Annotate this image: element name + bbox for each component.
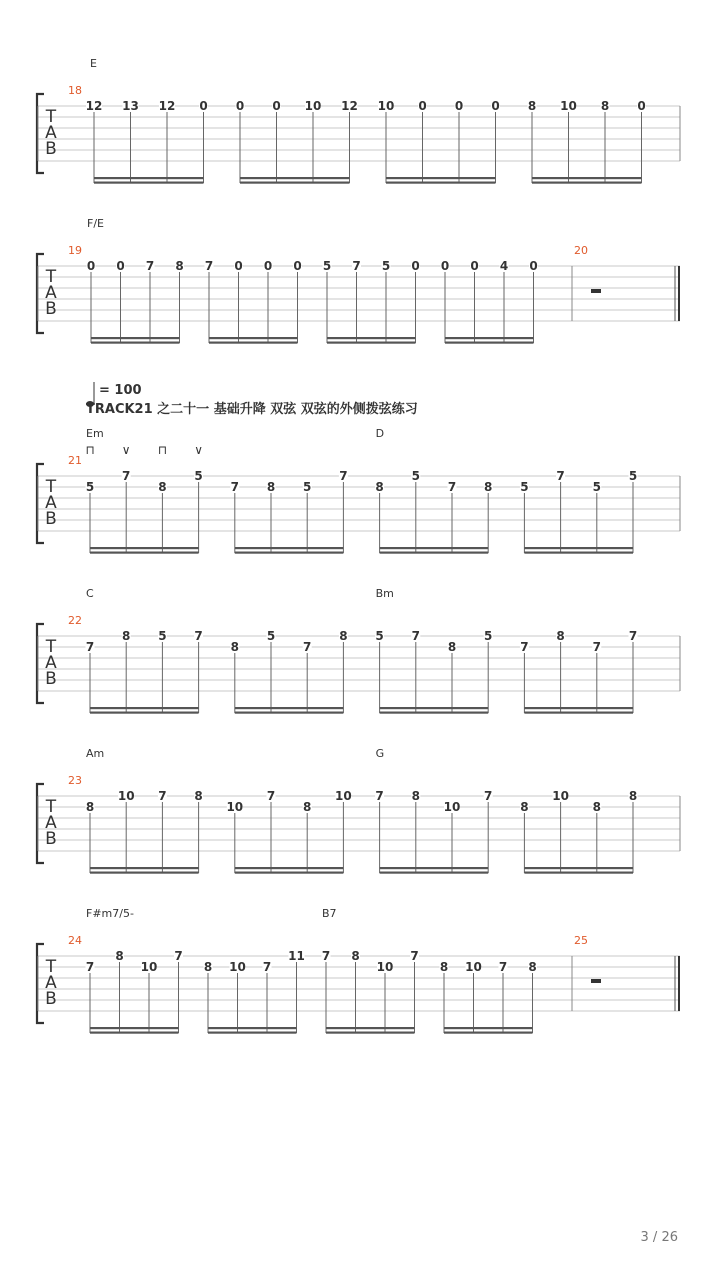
fret-number: 7: [410, 949, 419, 963]
beam: [380, 867, 489, 869]
fret-number: 8: [447, 640, 457, 654]
chord-name: D: [375, 427, 385, 440]
measure-number: 18: [68, 84, 82, 97]
fret-number: 8: [339, 629, 348, 643]
upstroke-mark: ∨: [121, 443, 131, 457]
fret-number: 5: [85, 480, 95, 494]
fret-number: 10: [376, 960, 394, 974]
fret-number: 7: [375, 789, 384, 803]
beam: [90, 1032, 179, 1034]
fret-number: 5: [266, 629, 276, 643]
beam: [380, 547, 489, 549]
tab-clef-letter: T: [45, 107, 57, 127]
fret-number: 11: [288, 949, 305, 963]
beam: [94, 182, 204, 184]
fret-number: 8: [158, 480, 167, 494]
beam: [532, 182, 642, 184]
fret-number: 7: [303, 640, 312, 654]
fret-number: 0: [491, 99, 500, 113]
measure-number: 20: [574, 244, 588, 257]
tab-clef-letter: T: [45, 637, 57, 657]
beam: [90, 547, 199, 549]
fret-number: 0: [529, 259, 538, 273]
fret-number: 5: [484, 629, 493, 643]
fret-number: 0: [235, 99, 245, 113]
chord-name: G: [375, 747, 385, 760]
beam: [326, 1027, 415, 1029]
beam: [235, 867, 344, 869]
fret-number: 8: [520, 800, 529, 814]
fret-number: 8: [527, 99, 537, 113]
fret-number: 8: [351, 949, 360, 963]
chord-name: F#m7/5-: [86, 907, 134, 920]
fret-number: 8: [528, 960, 537, 974]
tab-clef-letter: T: [45, 267, 57, 287]
fret-number: 8: [230, 640, 239, 654]
beam: [90, 872, 199, 874]
fret-number: 0: [272, 99, 281, 113]
beam: [90, 712, 199, 714]
fret-number: 10: [140, 960, 158, 974]
fret-number: 0: [637, 99, 646, 113]
fret-number: 7: [204, 259, 214, 273]
beam: [524, 712, 633, 714]
fret-number: 7: [262, 960, 272, 974]
chord-name: F/E: [87, 217, 104, 230]
beam: [235, 707, 344, 709]
beam: [444, 1032, 533, 1034]
beam: [235, 547, 344, 549]
beam: [524, 547, 633, 549]
chord-name: C: [86, 587, 94, 600]
fret-number: 5: [592, 480, 601, 494]
fret-number: 7: [352, 259, 361, 273]
fret-number: 5: [375, 629, 384, 643]
fret-number: 7: [194, 629, 203, 643]
beam: [209, 337, 298, 339]
fret-number: 7: [122, 469, 131, 483]
fret-number: 7: [556, 469, 565, 483]
beam: [445, 337, 534, 339]
chord-name: E: [90, 57, 97, 70]
fret-number: 7: [520, 640, 529, 654]
beam: [380, 872, 489, 874]
fret-number: 7: [85, 960, 95, 974]
measure-number: 22: [68, 614, 82, 627]
beam: [90, 867, 199, 869]
fret-number: 5: [411, 469, 420, 483]
fret-number: 0: [199, 99, 208, 113]
fret-number: 10: [335, 789, 352, 803]
measure-number: 21: [68, 454, 82, 467]
beam: [91, 337, 180, 339]
beam: [209, 342, 298, 344]
tab-clef-letter: A: [45, 283, 57, 303]
beam: [380, 707, 489, 709]
page-indicator: 3 / 26: [640, 1230, 678, 1245]
tab-clef-letter: B: [45, 989, 57, 1009]
fret-number: 7: [592, 640, 601, 654]
fret-number: 10: [226, 800, 244, 814]
fret-number: 0: [293, 259, 302, 273]
beam: [524, 707, 633, 709]
fret-number: 10: [229, 960, 246, 974]
beam: [235, 552, 344, 554]
fret-number: 7: [484, 789, 493, 803]
fret-number: 8: [592, 800, 601, 814]
chord-name: Bm: [375, 587, 394, 600]
fret-number: 5: [158, 629, 167, 643]
fret-number: 7: [321, 949, 331, 963]
fret-number: 12: [158, 99, 176, 113]
chord-name: Em: [86, 427, 104, 440]
beam: [90, 707, 199, 709]
fret-number: 8: [628, 789, 638, 803]
fret-number: 5: [628, 469, 638, 483]
measure-number: 24: [68, 934, 82, 947]
beam: [386, 182, 496, 184]
beam: [208, 1027, 297, 1029]
fret-number: 12: [341, 99, 358, 113]
beam: [524, 552, 633, 554]
beam: [235, 872, 344, 874]
beam: [524, 867, 633, 869]
fret-number: 8: [375, 480, 384, 494]
fret-number: 5: [303, 480, 312, 494]
fret-number: 7: [411, 629, 420, 643]
downstroke-mark: ⊓: [85, 443, 95, 457]
tab-clef-letter: A: [45, 653, 57, 673]
fret-number: 0: [411, 259, 420, 273]
tab-clef-letter: B: [45, 299, 57, 319]
fret-number: 0: [234, 259, 243, 273]
measure-number: 23: [68, 774, 82, 787]
measure-number: 19: [68, 244, 82, 257]
tab-clef-letter: B: [45, 669, 57, 689]
fret-number: 13: [122, 99, 139, 113]
beam: [444, 1027, 533, 1029]
fret-number: 8: [175, 259, 184, 273]
beam: [91, 342, 180, 344]
fret-number: 0: [116, 259, 125, 273]
fret-number: 8: [556, 629, 565, 643]
fret-number: 4: [499, 259, 509, 273]
beam: [524, 872, 633, 874]
fret-number: 8: [266, 480, 276, 494]
beam: [327, 337, 416, 339]
beam: [327, 342, 416, 344]
beam: [235, 712, 344, 714]
tempo-value: = 100: [99, 383, 142, 398]
fret-number: 7: [628, 629, 638, 643]
fret-number: 10: [304, 99, 322, 113]
fret-number: 0: [418, 99, 427, 113]
fret-number: 7: [174, 949, 183, 963]
beam: [240, 182, 350, 184]
fret-number: 7: [85, 640, 95, 654]
fret-number: 5: [381, 259, 391, 273]
fret-number: 7: [339, 469, 348, 483]
whole-rest: [591, 979, 601, 983]
tab-clef-letter: A: [45, 973, 57, 993]
fret-number: 5: [194, 469, 203, 483]
fret-number: 0: [86, 259, 96, 273]
fret-number: 0: [454, 99, 464, 113]
beam: [386, 177, 496, 179]
whole-rest: [591, 289, 601, 293]
tab-clef-letter: T: [45, 797, 57, 817]
fret-number: 8: [122, 629, 131, 643]
fret-number: 7: [498, 960, 508, 974]
fret-number: 10: [377, 99, 395, 113]
tab-clef-letter: T: [45, 957, 57, 977]
fret-number: 5: [322, 259, 332, 273]
tab-clef-letter: A: [45, 813, 57, 833]
beam: [445, 342, 534, 344]
chord-name: B7: [322, 907, 337, 920]
fret-number: 7: [230, 480, 239, 494]
fret-number: 7: [447, 480, 457, 494]
fret-number: 0: [263, 259, 273, 273]
beam: [380, 552, 489, 554]
beam: [90, 552, 199, 554]
fret-number: 8: [203, 960, 213, 974]
fret-number: 8: [85, 800, 95, 814]
tab-clef-letter: B: [45, 509, 57, 529]
fret-number: 8: [115, 949, 124, 963]
fret-number: 10: [560, 99, 577, 113]
measure-number: 25: [574, 934, 588, 947]
fret-number: 12: [85, 99, 103, 113]
tab-clef-letter: B: [45, 829, 57, 849]
fret-number: 7: [158, 789, 167, 803]
fret-number: 7: [145, 259, 155, 273]
tab-clef-letter: A: [45, 493, 57, 513]
fret-number: 5: [520, 480, 529, 494]
beam: [380, 712, 489, 714]
fret-number: 7: [266, 789, 276, 803]
fret-number: 8: [439, 960, 449, 974]
beam: [326, 1032, 415, 1034]
downstroke-mark: ⊓: [157, 443, 168, 457]
tab-clef-letter: B: [45, 139, 57, 159]
tab-clef-letter: A: [45, 123, 57, 143]
fret-number: 10: [117, 789, 135, 803]
track-title: TRACK21 之二十一 基础升降 双弦 双弦的外侧拨弦练习: [86, 402, 418, 417]
fret-number: 8: [194, 789, 203, 803]
chord-name: Am: [86, 747, 105, 760]
fret-number: 8: [484, 480, 493, 494]
beam: [240, 177, 350, 179]
fret-number: 8: [600, 99, 610, 113]
beam: [208, 1032, 297, 1034]
fret-number: 10: [552, 789, 569, 803]
fret-number: 8: [303, 800, 312, 814]
fret-number: 10: [465, 960, 482, 974]
fret-number: 0: [440, 259, 450, 273]
upstroke-mark: ∨: [194, 443, 203, 457]
beam: [90, 1027, 179, 1029]
beam: [532, 177, 642, 179]
fret-number: 10: [443, 800, 461, 814]
beam: [94, 177, 204, 179]
fret-number: 0: [470, 259, 479, 273]
tab-clef-letter: T: [45, 477, 57, 497]
fret-number: 8: [411, 789, 420, 803]
